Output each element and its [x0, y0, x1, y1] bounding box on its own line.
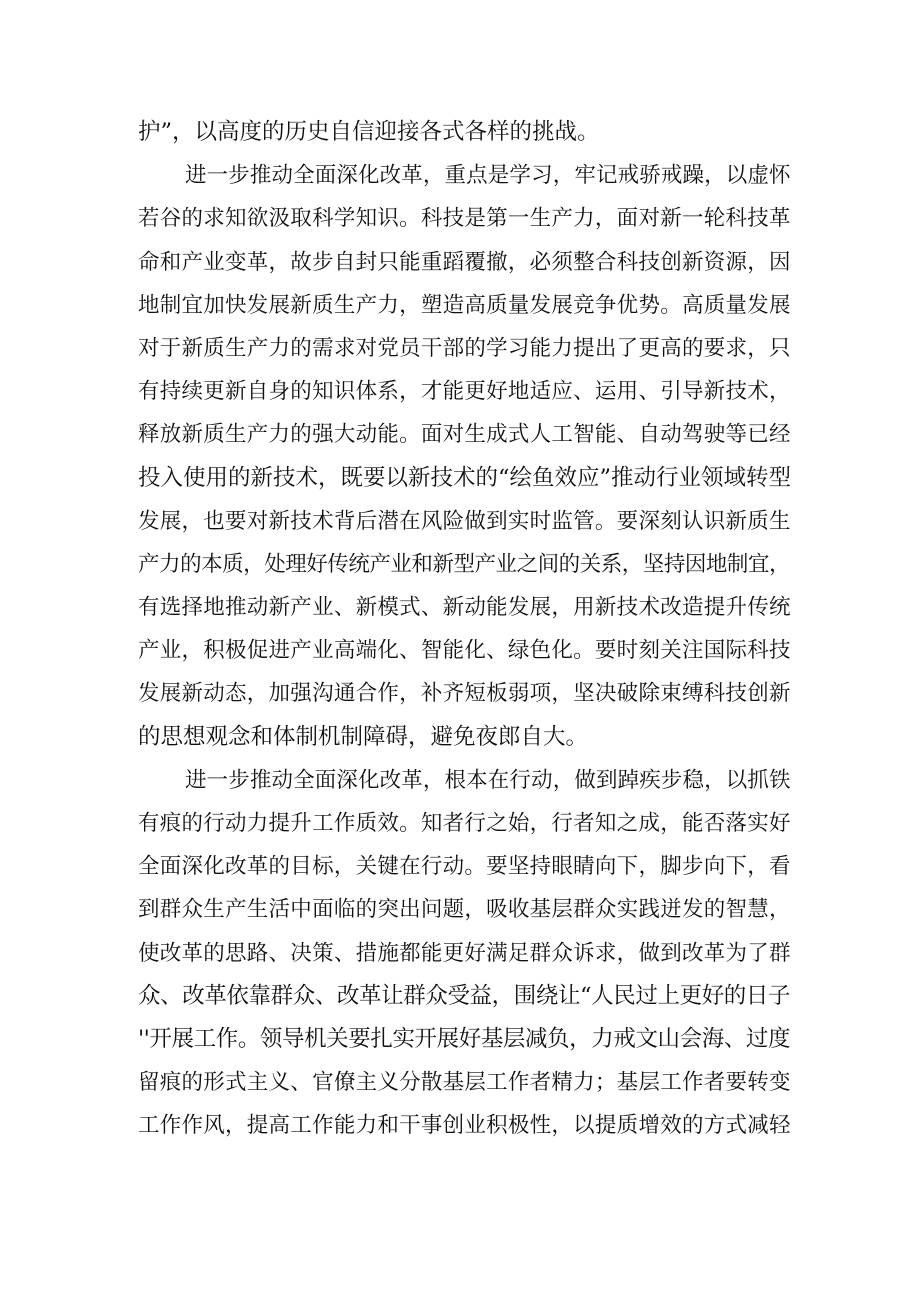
text-line: 命和产业变革，故步自封只能重蹈覆撤，必须整合科技创新资源，因 [138, 249, 790, 275]
text-line: 产力的本质，处理好传统产业和新型产业之间的关系，坚持因地制宜， [138, 551, 790, 577]
text-line: 对于新质生产力的需求对党员干部的学习能力提出了更高的要求，只 [138, 335, 790, 361]
text-line: 使改革的思路、决策、措施都能更好满足群众诉求，做到改革为了群 [138, 940, 790, 966]
text-line: 释放新质生产力的强大动能。面对生成式人工智能、自动驾驶等已经 [138, 422, 790, 448]
text-line: 产业，积极促进产业高端化、智能化、绿色化。要时刻关注国际科技 [138, 638, 790, 664]
text-line: 到群众生产生活中面临的突出问题，吸收基层群众实践迸发的智慧， [138, 897, 790, 923]
text-line: 工作作风，提高工作能力和干事创业积极性，以提质增效的方式减轻 [138, 1113, 790, 1139]
text-line: 若谷的求知欲汲取科学知识。科技是第一生产力，面对新一轮科技革 [138, 206, 790, 232]
text-line: 有痕的行动力提升工作质效。知者行之始，行者知之成，能否落实好 [138, 811, 790, 836]
text-line: 投入使用的新技术，既要以新技术的“绘鱼效应”推动行业领域转型 [138, 464, 792, 491]
body-text [138, 111, 790, 1148]
text-line: 护”，以高度的历史自信迎接各式各样的挑战。 [138, 119, 600, 145]
paragraph-3 [138, 759, 790, 1148]
text-line: 有选择地推动新产业、新模式、新动能发展，用新技术改造提升传统 [138, 595, 790, 621]
text-line: 发展，也要对新技术背后潜在风险做到实时监管。要深刻认识新质生 [138, 508, 790, 534]
text-line: 地制宜加快发展新质生产力，塑造高质量发展竞争优势。高质量发展 [138, 292, 790, 318]
text-line: 众、改革依靠群众、改革让群众受益，围绕让“人民过上更好的日子 [138, 982, 790, 1009]
paragraph-2 [138, 154, 790, 759]
text-line: 的思想观念和体制机制障碍，避免夜郎自大。 [138, 723, 589, 750]
text-line: 进一步推动全面深化改革，根本在行动，做到踔疾步稳，以抓铁 [185, 767, 790, 793]
text-line: 全面深化改革的目标，关键在行动。要坚持眼睛向下，脚步向下，看 [138, 854, 790, 880]
text-line: 进一步推动全面深化改革，重点是学习，牢记戒骄戒躁，以虚怀 [185, 163, 790, 189]
text-line: 留痕的形式主义、官僚主义分散基层工作者精力；基层工作者要转变 [138, 1070, 790, 1096]
text-line: ''开展工作。领导机关要扎实开展好基层减负，力戒文山会海、过度 [138, 1025, 790, 1052]
text-line: 发展新动态，加强沟通合作，补齐短板弱项，坚决破除束缚科技创新 [138, 681, 790, 707]
paragraph-1 [138, 111, 790, 154]
text-line: 有持续更新自身的知识体系，才能更好地适应、运用、引导新技术， [138, 379, 790, 405]
